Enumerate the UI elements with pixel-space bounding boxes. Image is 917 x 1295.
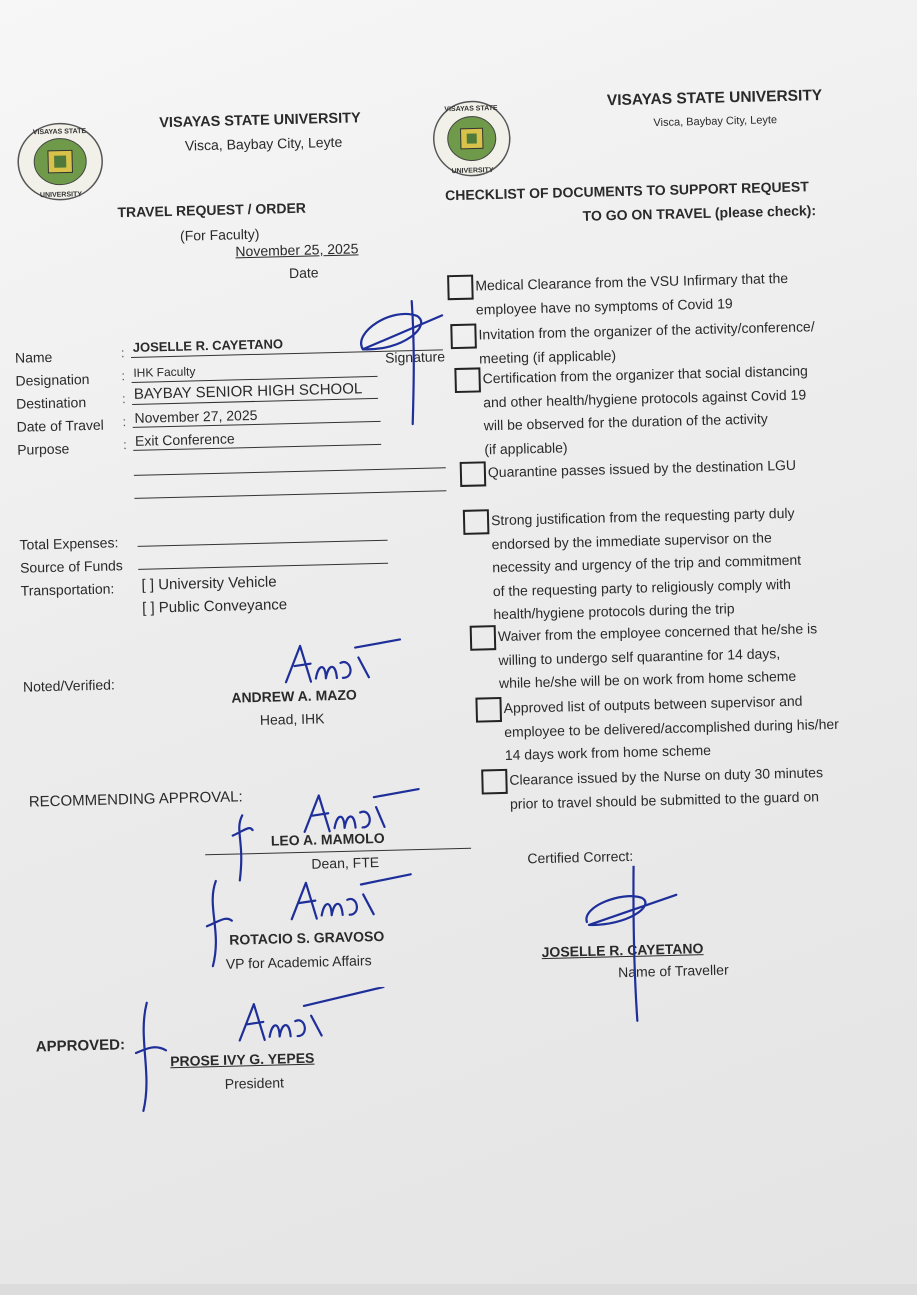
checklist-item-text: Certification from the organizer that social distancing and other health/hygiene protocols against Covid 19 will be observed for the duration of the activity (if applicable)	[482, 362, 808, 457]
name-value: JOSELLE R. CAYETANO	[132, 336, 284, 355]
transportation-label: Transportation:	[20, 580, 115, 599]
colon: :	[121, 368, 126, 384]
transport-option-university-vehicle[interactable]: [ ] University Vehicle	[141, 573, 277, 594]
dean-name: LEO A. MAMOLO	[270, 829, 385, 849]
checklist-item-text: Approved list of outputs between supervisor and employee to be delivered/accomplished during his/her 14 days work from home scheme	[503, 692, 839, 763]
noted-verified-label: Noted/Verified:	[22, 676, 116, 695]
date-of-travel-label: Date of Travel	[16, 416, 104, 435]
university-seal-logo	[431, 99, 513, 179]
checkbox[interactable]	[450, 324, 477, 350]
vp-title: VP for Academic Affairs	[225, 952, 372, 972]
head-signature	[270, 631, 411, 694]
checklist-item-text: Clearance issued by the Nurse on duty 30 minutes prior to travel should be submitted to the guard on	[509, 764, 824, 812]
total-expenses-label: Total Expenses:	[19, 534, 119, 553]
university-name: VISAYAS STATE UNIVERSITY	[606, 86, 823, 110]
university-address: Visca, Baybay City, Leyte	[653, 114, 778, 130]
purpose-value: Exit Conference	[134, 430, 235, 449]
purpose-label: Purpose	[17, 440, 70, 458]
colon: :	[122, 414, 127, 430]
svg-text:UNIVERSITY: UNIVERSITY	[39, 191, 83, 200]
traveller-signature	[342, 295, 455, 433]
checkbox[interactable]	[460, 461, 487, 487]
svg-text:VISAYAS STATE: VISAYAS STATE	[444, 104, 498, 114]
checklist-item-text: Invitation from the organizer of the activity/conference/ meeting (if applicable)	[478, 318, 815, 366]
transport-option-public-conveyance[interactable]: [ ] Public Conveyance	[141, 596, 288, 617]
purpose-underline-3	[134, 490, 446, 499]
dean-title: Dean, FTE	[311, 854, 380, 872]
university-address: Visca, Baybay City, Leyte	[184, 133, 343, 154]
checklist-title-line2: TO GO ON TRAVEL (please check):	[582, 202, 817, 224]
president-name: PROSE IVY G. YEPES	[170, 1049, 315, 1070]
checklist-item-text: Medical Clearance from the VSU Infirmary that the employee have no symptoms of Covid 19	[475, 269, 789, 318]
checklist-title: CHECKLIST OF DOCUMENTS TO SUPPORT REQUEST	[444, 178, 809, 204]
form-title: TRAVEL REQUEST / ORDER	[117, 199, 307, 221]
destination-label: Destination	[15, 394, 87, 412]
checkbox[interactable]	[475, 697, 502, 723]
total-expenses-underline	[138, 540, 388, 547]
certified-correct-label: Certified Correct:	[527, 847, 634, 867]
signature-label: Signature	[384, 348, 446, 366]
name-label: Name	[14, 348, 53, 366]
president-signature	[129, 987, 402, 1119]
form-date-value: November 25, 2025	[235, 240, 359, 260]
purpose-underline-2	[134, 467, 446, 476]
checkbox[interactable]	[463, 509, 490, 535]
destination-value: BAYBAY SENIOR HIGH SCHOOL	[133, 380, 363, 403]
traveller-certified-signature	[576, 865, 690, 1028]
noted-by-title: Head, IHK	[259, 710, 325, 728]
checkbox[interactable]	[454, 367, 481, 393]
traveller-name: JOSELLE R. CAYETANO	[541, 940, 704, 961]
designation-label: Designation	[15, 370, 90, 389]
form-date-label: Date	[288, 264, 319, 282]
designation-value: IHK Faculty	[133, 364, 196, 380]
approved-label: APPROVED:	[35, 1036, 126, 1056]
colon: :	[122, 437, 127, 453]
president-title: President	[224, 1074, 285, 1092]
traveller-label: Name of Traveller	[617, 961, 729, 981]
university-name: VISAYAS STATE UNIVERSITY	[159, 110, 361, 132]
svg-text:UNIVERSITY: UNIVERSITY	[451, 167, 494, 176]
checklist-item-text: Waiver from the employee concerned that he/she is willing to undergo self quarantine for 14 days, while he/she will be on work from home scheme	[497, 620, 818, 692]
vp-signature	[201, 866, 423, 971]
date-of-travel-value: November 27, 2025	[134, 406, 258, 426]
colon: :	[120, 345, 125, 361]
vp-name: ROTACIO S. GRAVOSO	[229, 927, 385, 948]
noted-by-name: ANDREW A. MAZO	[231, 686, 357, 706]
svg-text:VISAYAS STATE: VISAYAS STATE	[32, 127, 87, 137]
checkbox[interactable]	[481, 769, 508, 795]
source-of-funds-label: Source of Funds	[19, 557, 124, 576]
university-seal-logo	[15, 121, 105, 203]
source-of-funds-underline	[138, 563, 388, 570]
form-subtitle: (For Faculty)	[179, 225, 260, 244]
checklist-item-text: Quarantine passes issued by the destination LGU	[487, 456, 797, 481]
checklist-item-text: Strong justification from the requesting party duly endorsed by the immediate supervisor on the necessity and urgency of the trip and commitment of the requesting party to religiously comply with health/hygiene protocols during the trip	[490, 504, 802, 623]
recommending-approval-label: RECOMMENDING APPROVAL:	[28, 788, 243, 811]
checkbox[interactable]	[470, 625, 497, 651]
colon: :	[121, 391, 126, 407]
